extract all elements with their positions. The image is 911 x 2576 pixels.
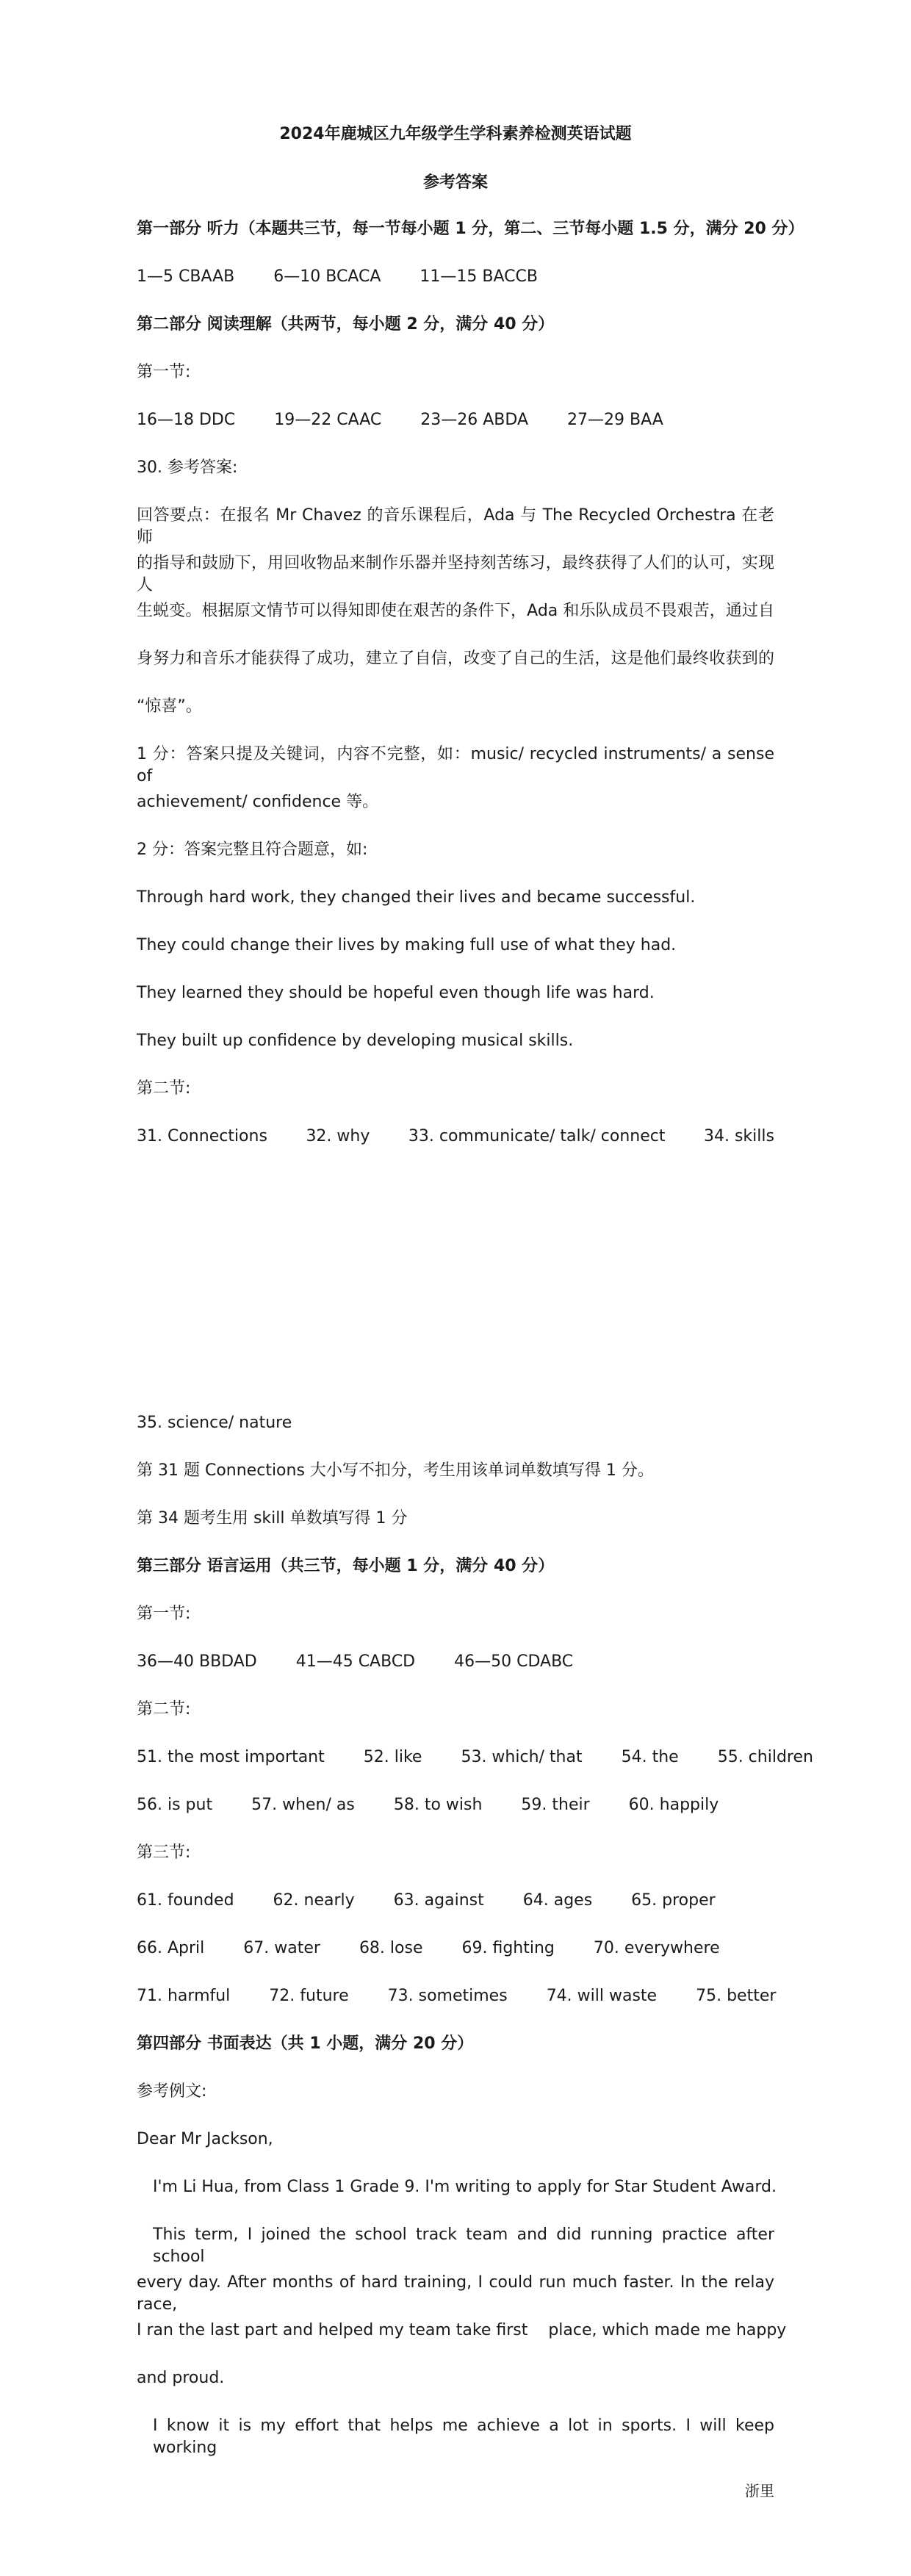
answer-group: 41—45 CABCD	[295, 1652, 416, 1671]
answer-item: 59. their	[521, 1796, 590, 1814]
answer-item: 62. nearly	[273, 1891, 355, 1910]
letter-line: I ran the last part and helped my team take first place, which made me happy	[137, 2321, 787, 2339]
scoring-note: 第 31 题 Connections 大小写不扣分，考生用该单词单数填写得 1 分。	[137, 1461, 654, 1480]
letter-line: and proud.	[137, 2369, 225, 2387]
answer-item: 33. communicate/ talk/ connect	[408, 1127, 666, 1145]
answer-item: 64. ages	[522, 1891, 593, 1910]
answer-item: 55. children	[717, 1748, 813, 1766]
part3-section3-row	[137, 1938, 774, 1960]
answer-item: 69. fighting	[461, 1939, 555, 1957]
answer-item: 34. skills	[703, 1127, 774, 1145]
part2-section2-answers	[137, 1126, 774, 1148]
answer-group: 36—40 BBDAD	[137, 1652, 257, 1671]
q30-line: 回答要点：在报名 Mr Chavez 的音乐课程后，Ada 与 The Recycled Orchestra 在老师	[137, 506, 774, 547]
answer-item: 61. founded	[137, 1891, 234, 1910]
part3-section3-row	[137, 1985, 777, 2007]
part3-section1-label: 第一节:	[137, 1605, 191, 1623]
answer-item: 73. sometimes	[387, 1987, 508, 2005]
document-title: 2024年鹿城区九年级学生学科素养检测英语试题	[279, 125, 632, 143]
answer-item: 35. science/ nature	[137, 1414, 292, 1432]
document-subtitle: 参考答案	[422, 173, 488, 192]
part3-section2-row	[137, 1746, 813, 1769]
answer-group: 6—10 BCACA	[273, 267, 381, 286]
answer-item: 66. April	[137, 1939, 205, 1957]
answer-group: 46—50 CDABC	[454, 1652, 574, 1671]
score2-label: 2 分：答案完整且符合题意，如:	[137, 841, 368, 859]
score1-line: 1 分：答案只提及关键词，内容不完整，如：music/ recycled instruments/ a sense of	[137, 745, 774, 785]
part2-section1-answers	[137, 409, 774, 431]
example-answer: They built up confidence by developing musical skills.	[137, 1032, 574, 1050]
sample-label: 参考例文:	[137, 2082, 207, 2101]
letter-line: I'm Li Hua, from Class 1 Grade 9. I'm writing to apply for Star Student Award.	[153, 2178, 777, 2196]
answer-item: 54. the	[621, 1748, 679, 1766]
part3-section3-label: 第三节:	[137, 1843, 191, 1862]
q30-line: “惊喜”。	[137, 697, 202, 716]
answer-item: 68. lose	[359, 1939, 423, 1957]
answer-group: 11—15 BACCB	[420, 267, 538, 286]
part3-section3-row	[137, 1890, 774, 1912]
answer-group: 23—26 ABDA	[420, 411, 528, 429]
q30-label: 30. 参考答案:	[137, 458, 238, 477]
score1-line: achievement/ confidence 等。	[137, 793, 379, 811]
part3-section1-answers	[137, 1651, 774, 1673]
q30-line: 的指导和鼓励下，用回收物品来制作乐器并坚持刻苦练习，最终获得了人们的认可，实现人	[137, 554, 774, 594]
answer-group: 1—5 CBAAB	[137, 267, 235, 286]
q30-line: 身努力和音乐才能获得了成功，建立了自信，改变了自己的生活，这是他们最终收获到的	[137, 650, 774, 668]
scoring-note: 第 34 题考生用 skill 单数填写得 1 分	[137, 1509, 408, 1528]
answer-group: 16—18 DDC	[137, 411, 236, 429]
answer-group: 27—29 BAA	[567, 411, 663, 429]
answer-item: 70. everywhere	[593, 1939, 720, 1957]
answer-item: 71. harmful	[137, 1987, 231, 2005]
part4-heading: 第四部分 书面表达（共 1 小题，满分 20 分）	[137, 2034, 474, 2053]
part3-heading: 第三部分 语言运用（共三节，每小题 1 分，满分 40 分）	[137, 1557, 555, 1575]
example-answer: They could change their lives by making full use of what they had.	[137, 936, 677, 954]
part1-answers	[137, 266, 774, 288]
part3-section2-label: 第二节:	[137, 1700, 191, 1719]
part2-section2-label: 第二节:	[137, 1079, 191, 1098]
answer-item: 57. when/ as	[251, 1796, 355, 1814]
answer-group: 19—22 CAAC	[274, 411, 382, 429]
part1-heading: 第一部分 听力（本题共三节，每一节每小题 1 分，第二、三节每小题 1.5 分，满分 20 分）	[137, 220, 804, 238]
answer-item: 60. happily	[628, 1796, 719, 1814]
answer-item: 72. future	[269, 1987, 349, 2005]
answer-item: 31. Connections	[137, 1127, 267, 1145]
letter-line: every day. After months of hard training, I could run much faster. In the relay race,	[137, 2273, 774, 2314]
answer-item: 67. water	[243, 1939, 320, 1957]
example-answer: They learned they should be hopeful even though life was hard.	[137, 984, 655, 1002]
q30-line: 生蜕变。根据原文情节可以得知即使在艰苦的条件下，Ada 和乐队成员不畏艰苦，通过自	[137, 602, 774, 620]
answer-item: 75. better	[696, 1987, 777, 2005]
answer-item: 51. the most important	[137, 1748, 325, 1766]
part2-heading: 第二部分 阅读理解（共两节，每小题 2 分，满分 40 分）	[137, 315, 555, 334]
example-answer: Through hard work, they changed their lives and became successful.	[137, 888, 696, 907]
answer-item: 58. to wish	[393, 1796, 483, 1814]
answer-item: 74. will waste	[546, 1987, 658, 2005]
answer-item: 56. is put	[137, 1796, 213, 1814]
letter-salutation: Dear Mr Jackson,	[137, 2130, 273, 2148]
letter-line: I know it is my effort that helps me achieve a lot in sports. I will keep working	[153, 2417, 774, 2457]
answer-item: 63. against	[393, 1891, 484, 1910]
part3-section2-row	[137, 1794, 774, 1816]
answer-item: 52. like	[363, 1748, 422, 1766]
answer-item: 65. proper	[631, 1891, 716, 1910]
answer-item: 32. why	[306, 1127, 370, 1145]
answer-item: 53. which/ that	[461, 1748, 583, 1766]
footer-mark: 浙里	[745, 2482, 774, 2500]
letter-line: This term, I joined the school track team and did running practice after school	[153, 2226, 774, 2266]
part2-section1-label: 第一节:	[137, 363, 191, 381]
